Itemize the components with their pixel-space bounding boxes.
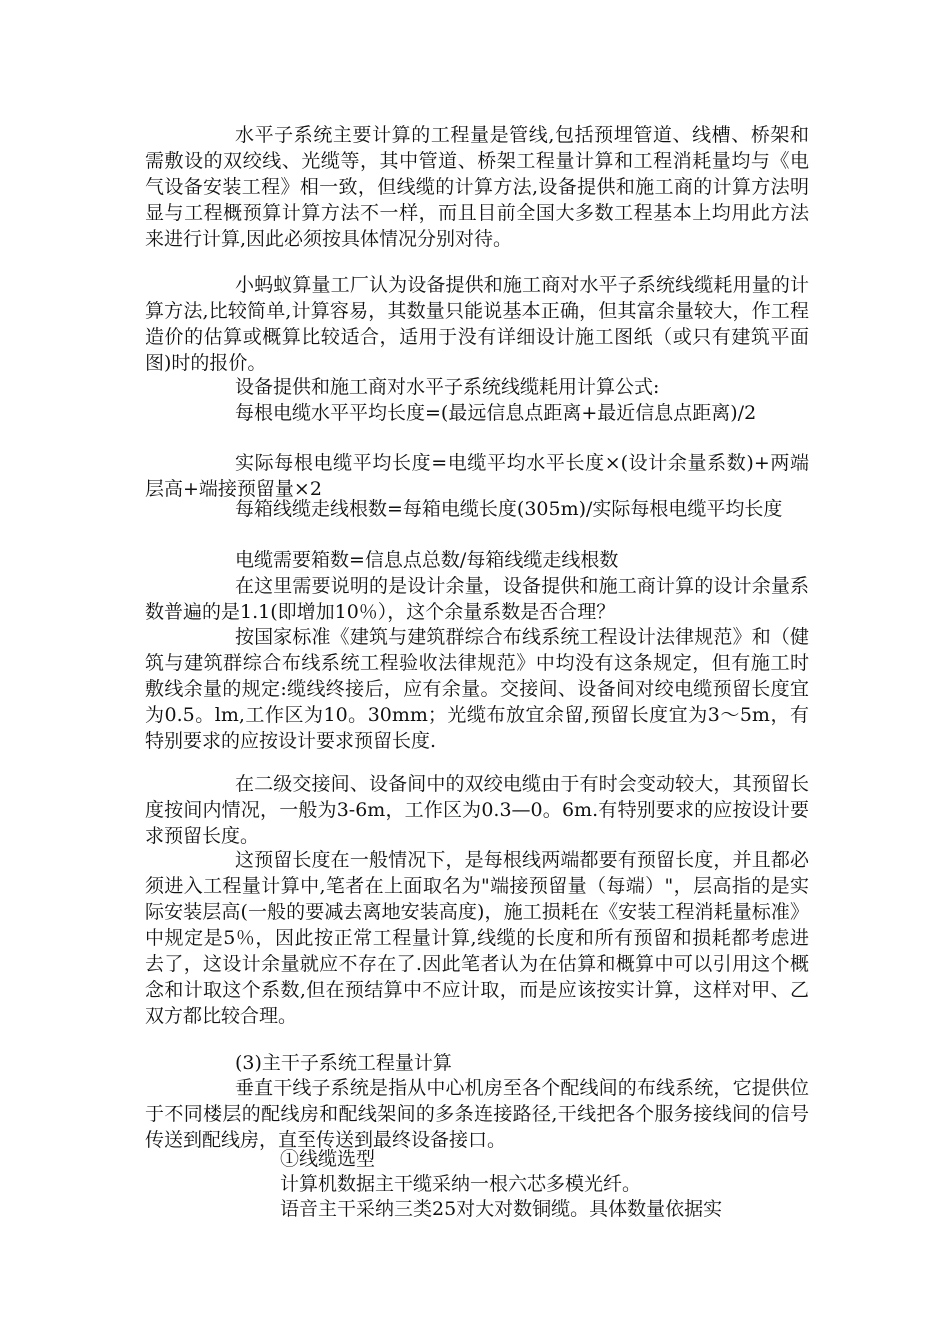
paragraph-national-standard: 按国家标准《建筑与建筑群综合布线系统工程设计法律规范》和（健筑与建筑群综合布线系统工程验收法律规范》中均没有这条规定，但有施工时敷线余量的规定:缆线终接后，应有余量。交接间、设备间对绞电缆预留长度宜为0.5。lm,工作区为10。30mm；光缆布放宜余留,预留长度宜为3～5m，有特别要求的应按设计要求预留长度.	[145, 626, 809, 752]
formula-boxes-needed: 电缆需要箱数=信息点总数/每箱线缆走线根数	[235, 549, 619, 571]
paragraph-data-backbone: 计算机数据主干缆采纳一根六芯多模光纤。	[280, 1173, 642, 1195]
section-heading-backbone: (3)主干子系统工程量计算	[235, 1052, 452, 1074]
paragraph-vertical-subsystem: 垂直干线子系统是指从中心机房至各个配线间的布线系统，它提供位于不同楼层的配线房和配线架间的多条连接路径,干线把各个服务接线间的信号传送到配线房，直至传送到最终设备接口。	[145, 1077, 809, 1151]
subheading-cable-selection: ①线缆选型	[280, 1148, 376, 1170]
paragraph-design-margin: 在这里需要说明的是设计余量，设备提供和施工商计算的设计余量系数普遍的是1.1(即增加10％），这个余量系数是否合理？	[145, 575, 809, 623]
formula-average-horizontal-length: 每根电缆水平平均长度=(最远信息点距离+最近信息点距离)/2	[235, 402, 757, 424]
paragraph-voice-backbone: 语音主干采纳三类25对大对数铜缆。具体数量依据实	[280, 1198, 723, 1220]
paragraph-secondary-closet: 在二级交接间、设备间中的双绞电缆由于有时会变动较大，其预留长度按间内情况，一般为3-6m，工作区为0.3—0。6m.有特别要求的应按设计要求预留长度。	[145, 773, 809, 847]
paragraph-reserved-length: 这预留长度在一般情况下，是每根线两端都要有预留长度，并且都必须进入工程量计算中,笔者在上面取名为"端接预留量（每端）"，层高指的是实际安装层高(一般的要减去离地安装高度)，施工损耗在《安装工程消耗量标准》中规定是5％，因此按正常工程量计算,线缆的长度和所有预留和损耗都考虑进去了，这设计余量就应不存在了.因此笔者认为在估算和概算中可以引用这个概念和计取这个系数,但在预结算中不应计取，而是应该按实计算，这样对甲、乙双方都比较合理。	[145, 849, 809, 1027]
paragraph-horizontal-subsystem-intro: 水平子系统主要计算的工程量是管线,包括预埋管道、线槽、桥架和需敷设的双绞线、光缆等，其中管道、桥架工程量计算和工程消耗量均与《电气设备安装工程》相一致，但线缆的计算方法,设备提供和施工商的计算方法明显与工程概预算计算方法不一样，而且目前全国大多数工程基本上均用此方法来进行计算,因此必须按具体情况分别对待。	[145, 124, 809, 250]
paragraph-formula-heading: 设备提供和施工商对水平子系统线缆耗用计算公式:	[235, 376, 660, 398]
paragraph-cable-estimation-method: 小蚂蚁算量工厂认为设备提供和施工商对水平子系统线缆耗用量的计算方法,比较简单,计算容易，其数量只能说基本正确，但其富余量较大，作工程造价的估算或概算比较适合，适用于没有详细设计施工图纸（或只有建筑平面图)时的报价。	[145, 274, 809, 374]
formula-actual-average-length: 实际每根电缆平均长度=电缆平均水平长度×(设计余量系数)+两端层高+端接预留量×2	[145, 452, 809, 500]
formula-runs-per-box: 每箱线缆走线根数=每箱电缆长度(305m)/实际每根电缆平均长度	[235, 498, 783, 520]
